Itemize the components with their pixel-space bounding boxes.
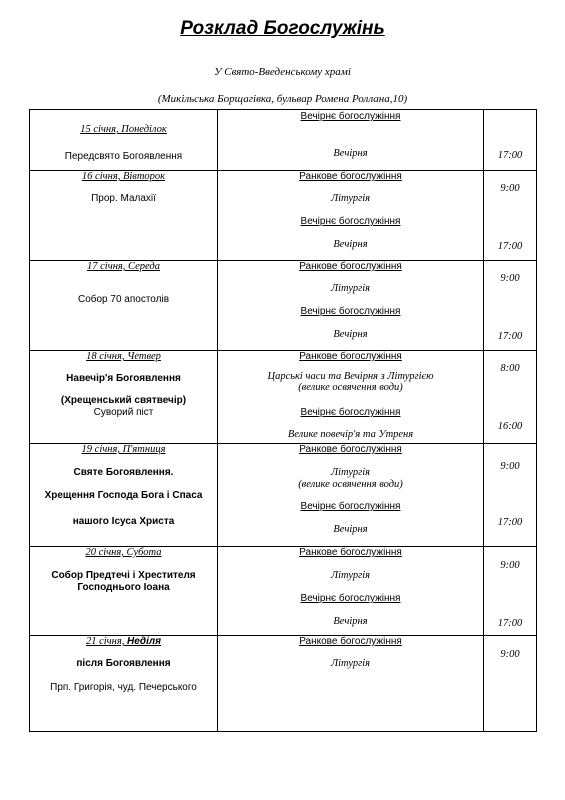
time-cell bbox=[484, 636, 537, 732]
service-time: 8:00 bbox=[500, 363, 520, 374]
service-heading: Вечірнє богослужіння bbox=[300, 111, 401, 122]
service-heading: Ранкове богослужіння bbox=[299, 636, 402, 647]
day-date: 15 січня, Понеділок bbox=[80, 124, 167, 135]
service-item: Вечірня bbox=[333, 616, 368, 627]
day-date: 18 січня, Четвер bbox=[86, 351, 161, 362]
services-cell bbox=[218, 261, 484, 351]
service-item: Літургія bbox=[330, 283, 371, 294]
service-heading: Ранкове богослужіння bbox=[299, 547, 402, 558]
service-item: Вечірня bbox=[333, 148, 368, 159]
table-row bbox=[30, 351, 537, 444]
church-address: (Микільська Борщагівка, бульвар Ромена Роллана,10) bbox=[157, 93, 408, 105]
day-feast: Святе Богоявлення. bbox=[73, 467, 174, 478]
services-cell bbox=[218, 171, 484, 261]
day-note: Прор. Малахії bbox=[91, 193, 156, 204]
table-row bbox=[30, 636, 537, 732]
services-cell bbox=[218, 547, 484, 636]
table-row bbox=[30, 444, 537, 547]
day-note: Собор 70 апостолів bbox=[77, 294, 170, 305]
table-row bbox=[30, 547, 537, 636]
day-cell bbox=[30, 444, 218, 547]
day-date: 20 січня, Субота bbox=[85, 547, 162, 558]
service-item: Вечірня bbox=[333, 329, 368, 340]
service-heading: Вечірнє богослужіння bbox=[300, 216, 401, 227]
day-date: 16 січня, Вівторок bbox=[81, 171, 166, 182]
day-date: 19 січня, П'ятниця bbox=[81, 444, 166, 455]
service-item: Літургія bbox=[330, 570, 371, 581]
service-time: 17:00 bbox=[497, 618, 523, 629]
service-item: Царські часи та Вечірня з Літургією bbox=[267, 371, 434, 382]
service-heading: Ранкове богослужіння bbox=[299, 261, 402, 272]
table-row bbox=[30, 110, 537, 171]
day-feast: Собор Предтечі і Хрестителя bbox=[51, 570, 196, 581]
service-time: 9:00 bbox=[500, 461, 520, 472]
day-note: Передсвято Богоявлення bbox=[64, 151, 183, 162]
day-cell bbox=[30, 547, 218, 636]
day-feast: нашого Ісуса Христа bbox=[72, 516, 175, 527]
service-item: (велике освячення води) bbox=[298, 382, 403, 393]
service-time: 9:00 bbox=[500, 649, 520, 660]
time-cell bbox=[484, 261, 537, 351]
day-name: Неділя bbox=[127, 636, 162, 647]
day-cell bbox=[30, 261, 218, 351]
service-time: 16:00 bbox=[497, 421, 523, 432]
time-cell bbox=[484, 547, 537, 636]
table-row bbox=[30, 261, 537, 351]
service-item: Літургія bbox=[330, 467, 371, 478]
service-heading: Вечірнє богослужіння bbox=[300, 593, 401, 604]
church-name: У Свято-Введенському храмі bbox=[214, 66, 351, 78]
day-feast: (Хрещенський святвечір) bbox=[60, 395, 187, 406]
service-time: 9:00 bbox=[500, 183, 520, 194]
day-date: 17 січня, Середа bbox=[87, 261, 160, 272]
day-feast: Навечір'я Богоявлення bbox=[66, 373, 181, 384]
time-cell bbox=[484, 444, 537, 547]
service-item: Вечірня bbox=[333, 524, 368, 535]
service-item: Вечірня bbox=[333, 239, 368, 250]
schedule-table bbox=[29, 109, 537, 732]
day-feast: Хрещення Господа Бога і Спаса bbox=[44, 490, 203, 501]
time-cell bbox=[484, 110, 537, 171]
service-time: 17:00 bbox=[497, 150, 523, 161]
service-item: (велике освячення води) bbox=[298, 479, 403, 490]
service-item: Велике повечір'я та Утреня bbox=[287, 429, 414, 440]
day-date-text: 21 січня, bbox=[85, 636, 128, 647]
service-item: Літургія bbox=[330, 193, 371, 204]
table-row bbox=[30, 171, 537, 261]
day-note: Суворий піст bbox=[93, 407, 154, 418]
service-time: 9:00 bbox=[500, 273, 520, 284]
day-cell bbox=[30, 171, 218, 261]
day-feast: Господнього Іоана bbox=[77, 582, 170, 593]
day-cell bbox=[30, 636, 218, 732]
day-date bbox=[30, 636, 217, 647]
service-time: 17:00 bbox=[497, 331, 523, 342]
services-cell bbox=[218, 351, 484, 444]
day-cell bbox=[30, 351, 218, 444]
service-item: Літургія bbox=[330, 658, 371, 669]
service-heading: Ранкове богослужіння bbox=[299, 351, 402, 362]
service-time: 17:00 bbox=[497, 517, 523, 528]
day-feast: після Богоявлення bbox=[76, 658, 171, 669]
service-heading: Ранкове богослужіння bbox=[299, 444, 402, 455]
service-heading: Вечірнє богослужіння bbox=[300, 306, 401, 317]
services-cell bbox=[218, 444, 484, 547]
service-time: 17:00 bbox=[497, 241, 523, 252]
day-note: Прп. Григорія, чуд. Печерського bbox=[50, 682, 197, 693]
page-title: Розклад Богослужінь bbox=[180, 18, 385, 39]
service-heading: Вечірнє богослужіння bbox=[300, 407, 401, 418]
time-cell bbox=[484, 171, 537, 261]
time-cell bbox=[484, 351, 537, 444]
services-cell bbox=[218, 636, 484, 732]
service-heading: Ранкове богослужіння bbox=[299, 171, 402, 182]
day-cell bbox=[30, 110, 218, 171]
service-heading: Вечірнє богослужіння bbox=[300, 501, 401, 512]
services-cell bbox=[218, 110, 484, 171]
service-time: 9:00 bbox=[500, 560, 520, 571]
